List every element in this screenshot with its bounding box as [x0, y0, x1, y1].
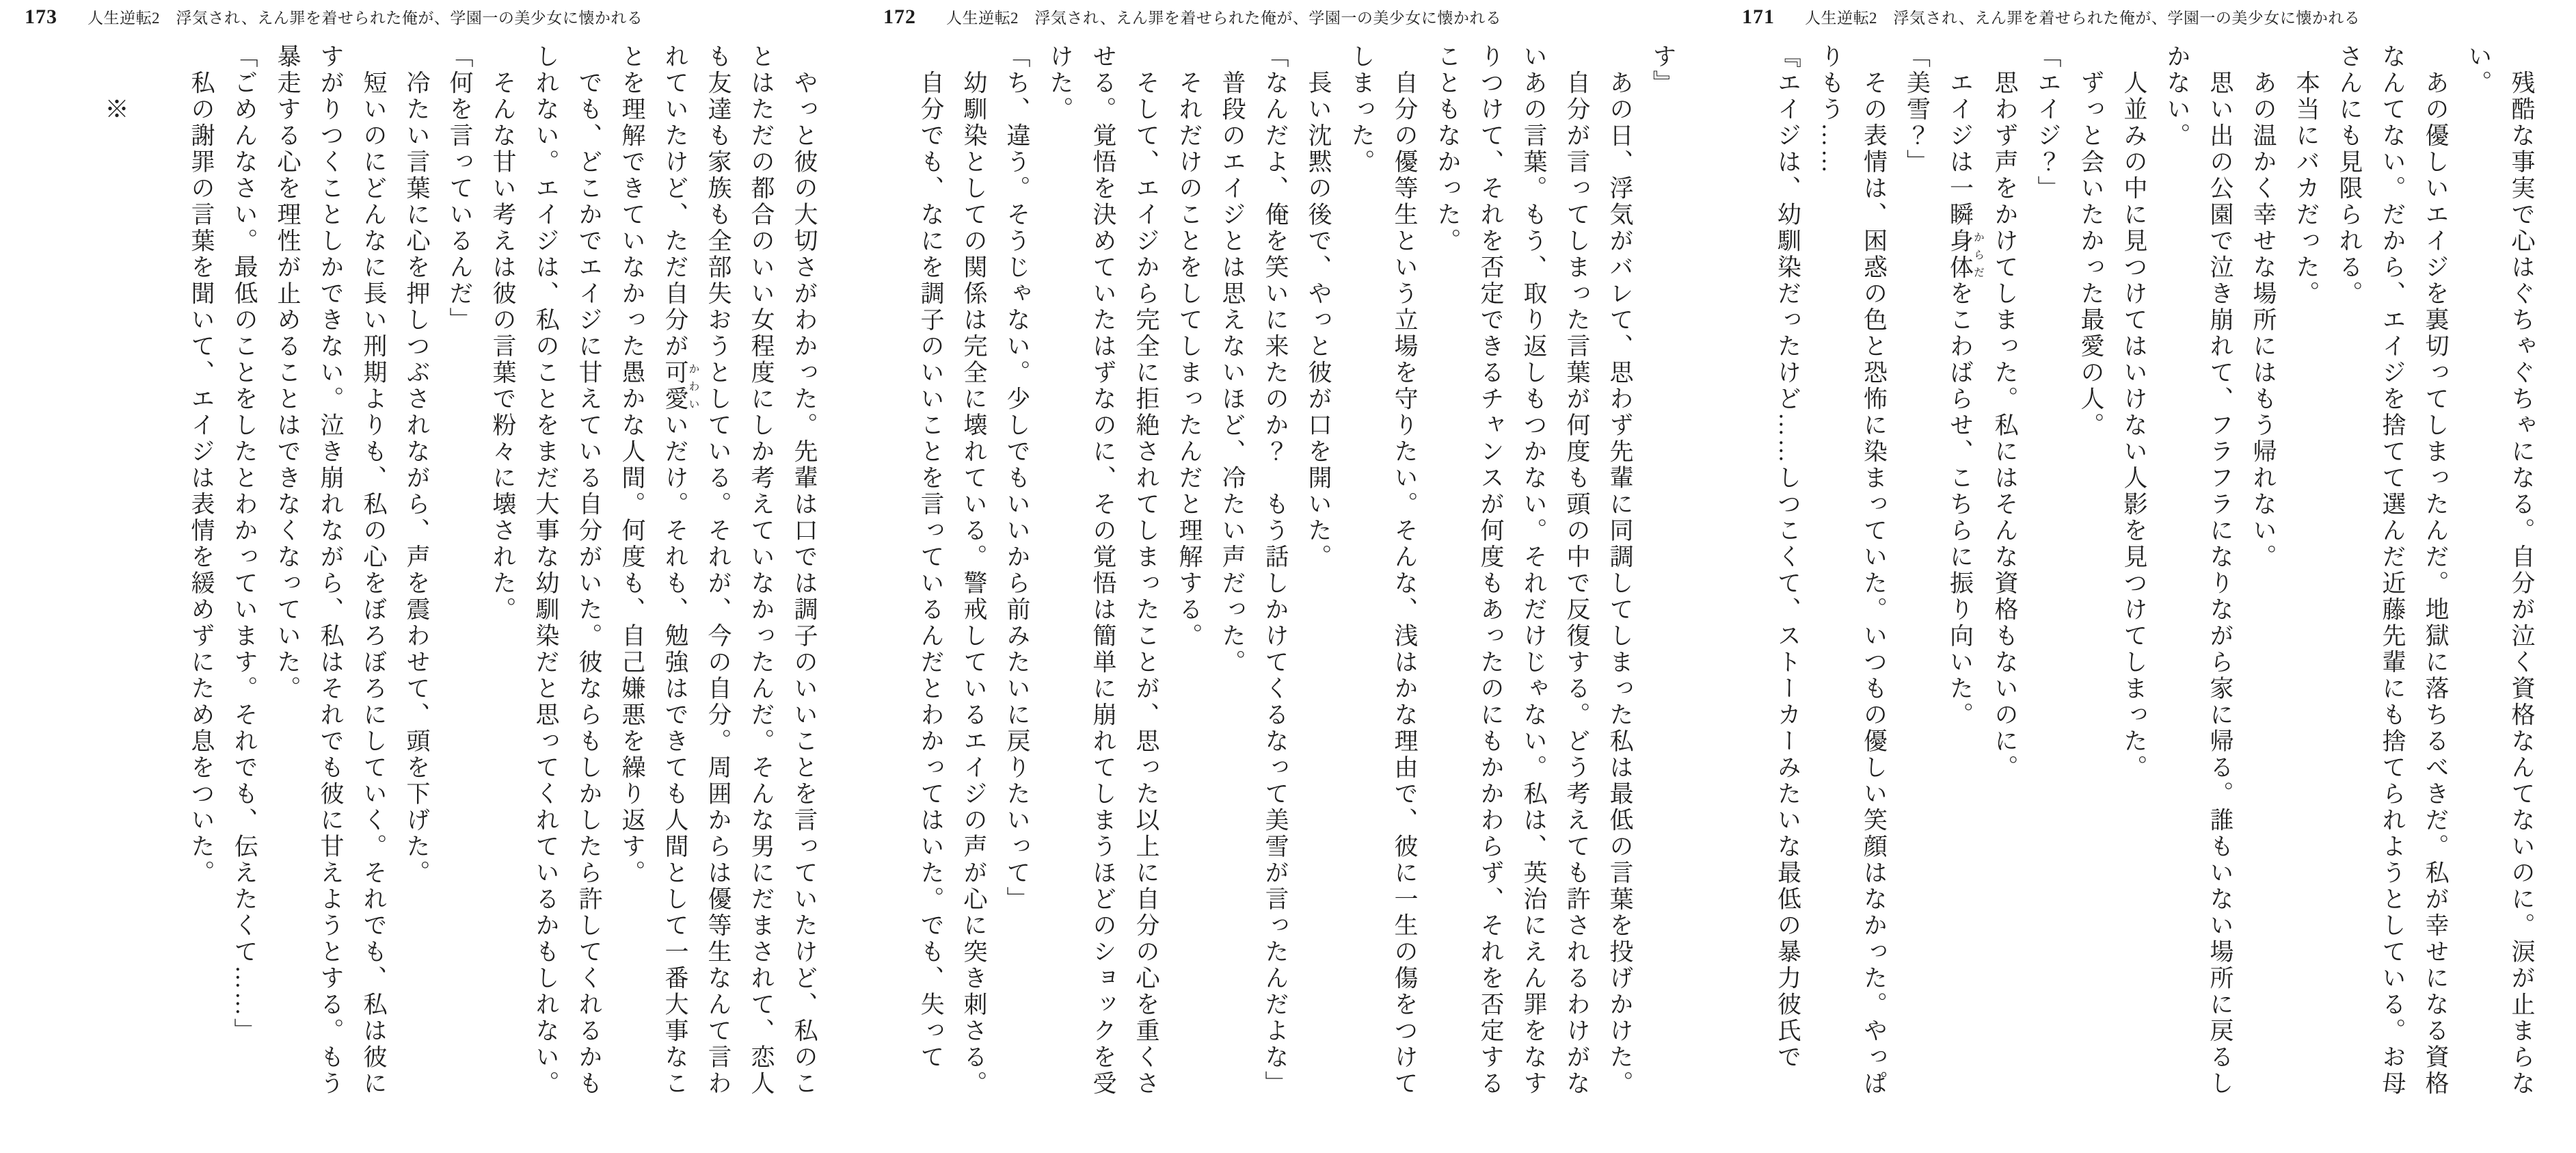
- paragraph: 自分の優等生という立場を守りたい。そんな、浅はかな理由で、彼に一生の傷をつけてしまった。: [1348, 44, 1418, 1097]
- paragraph: す』: [1650, 44, 1676, 96]
- paragraph: あの日、浮気がバレて、思わず先輩に同調してしまった私は最低の言葉を投げかけた。: [1607, 44, 1633, 1097]
- paragraph: 「ごめんなさい。最低のことをしたとわかっています。それでも、伝えたくて……」: [231, 44, 258, 1044]
- page-172: [859, 0, 1717, 1153]
- paragraph: 「なんだよ、俺を笑いに来たのか？ もう話しかけてくるなって美雪が言ったんだよな」: [1262, 44, 1289, 1097]
- paragraph: 本当にバカだった。: [2293, 44, 2320, 307]
- paragraph: 『エイジは、幼馴染だったけど……しつこくて、ストーカーみたいな最低の暴力彼氏で: [1774, 44, 1801, 1071]
- paragraph: 普段のエイジとは思えないほど、冷たい声だった。: [1219, 44, 1246, 676]
- paragraph: そして、エイジから完全に拒絶されてしまったことが、思った以上に自分の心を重くさせる。覚悟を決めていたはずなのに、その覚悟は簡単に崩れてしまうほどのショックを受けた。: [1047, 44, 1159, 1097]
- running-title: 人生逆転2 浮気され、えん罪を着せられた俺が、学園一の美少女に懐かれる: [1805, 10, 2361, 27]
- paragraph: 「何を言っているんだ」: [446, 44, 473, 334]
- paragraph: そんな甘い考えは彼の言葉で粉々に壊された。: [489, 44, 516, 623]
- page-header: [25, 5, 643, 29]
- page-number: 172: [883, 5, 916, 28]
- page-text: [909, 44, 1685, 1100]
- page-171: [1717, 0, 2576, 1153]
- running-title: 人生逆転2 浮気され、えん罪を着せられた俺が、学園一の美少女に懐かれる: [946, 10, 1502, 27]
- page-173: [0, 0, 859, 1153]
- page-text: [1767, 44, 2544, 1100]
- page-header: [1742, 5, 2360, 29]
- paragraph: 「美雪？」: [1903, 44, 1931, 176]
- paragraph: 残酷な事実で心はぐちゃぐちゃになる。自分が泣く資格なんてないのに。涙が止まらない。: [2465, 44, 2535, 1097]
- paragraph: [137, 44, 180, 1100]
- paragraph: でも、どこかでエイジに甘えている自分がいた。彼ならもしかしたら許してくれるかもしれない。エイジは、私のことをまだ大事な幼馴染だと思ってくれているかもしれない。: [533, 44, 602, 1097]
- paragraph: 思わず声をかけてしまった。私にはそんな資格もないのに。: [1991, 44, 2018, 781]
- section-break-mark: ※: [102, 44, 129, 123]
- paragraph: 自分が言ってしまった言葉が何度も頭の中で反復する。どう考えても許されるわけがないあの言葉。もう、取り返しもつかない。それだけじゃない。私は、英治にえん罪をなすりつけて、それを否定できるチャンスが何度もあったのにもかかわらず、それを否定することもなかった。: [1434, 44, 1590, 1097]
- page-number: 171: [1742, 5, 1775, 28]
- running-title: 人生逆転2 浮気され、えん罪を着せられた俺が、学園一の美少女に懐かれる: [88, 10, 643, 27]
- page-number: 173: [25, 5, 57, 28]
- paragraph: 私の謝罪の言葉を聞いて、エイジは表情を緩めずにため息をついた。: [188, 44, 215, 886]
- paragraph: ずっと会いたかった最愛の人。: [2078, 44, 2104, 439]
- ruby-annotated-word: 可愛かわい: [662, 360, 699, 412]
- paragraph: それだけのことをしてしまったんだと理解する。: [1176, 44, 1203, 650]
- paragraph: 「ち、違う。そうじゃない。少しでもいいから前みたいに戻りたいって」: [1004, 44, 1030, 913]
- paragraph: あの優しいエイジを裏切ってしまったんだ。地獄に落ちるべきだ。私が幸せになる資格なんてない。だから、エイジを捨てて選んだ近藤先輩にも捨てられようとしている。お母さんにも見限られる。: [2336, 44, 2449, 1097]
- paragraph: 「エイジ？」: [2035, 44, 2061, 202]
- ruby-annotated-word: 身体からだ: [1946, 228, 1984, 281]
- page-header: [883, 5, 1501, 29]
- paragraph: 人並みの中に見つけてはいけない人影を見つけてしまった。: [2121, 44, 2147, 781]
- paragraph: その表情は、困惑の色と恐怖に染まっていた。いつもの優しい笑顔はなかった。やっぱりもう……: [1817, 44, 1888, 1097]
- paragraph: 自分でも、なにを調子のいいことを言っているんだとわかってはいた。でも、失って: [917, 44, 944, 1071]
- paragraph: 幼馴染としての関係は完全に壊れている。警戒しているエイジの声が心に突き刺さる。: [961, 44, 987, 1097]
- paragraph: 短いのにどんなに長い刑期よりも、私の心をぼろぼろにしていく。それでも、私は彼にすがりつくことしかできない。泣き崩れながら、私はそれでも彼に甘えようとする。もう暴走する心を理性が止めることはできなくなっていた。: [274, 44, 387, 1097]
- paragraph: 思い出の公園で泣き崩れて、フラフラになりながら家に帰る。誰もいない場所に戻るしかない。: [2164, 44, 2233, 1097]
- page-text: [94, 44, 826, 1100]
- paragraph: やっと彼の大切さがわかった。先輩は口では調子のいいことを言っていたけど、私のことはただの都合のいい女程度にしか考えていなかったんだ。そんな男にだまされて、恋人も友達も家族も全部失おうとしている。それが、今の自分。周囲からは優等生なんて言われていたけど、ただ自分が可愛かわいいだけ。それも、勉強はできても人間として一番大事なことを理解できていなかった愚かな人間。何度も、自己嫌悪を繰り返す。: [619, 44, 818, 1097]
- paragraph: 冷たい言葉に心を押しつぶされながら、声を震わせて、頭を下げた。: [403, 44, 430, 886]
- paragraph: あの温かく幸せな場所にはもう帰れない。: [2250, 44, 2277, 570]
- paragraph: 長い沈黙の後で、やっと彼が口を開いた。: [1305, 44, 1332, 570]
- paragraph: エイジは一瞬身体からだをこわばらせ、こちらに振り向いた。: [1946, 44, 1984, 728]
